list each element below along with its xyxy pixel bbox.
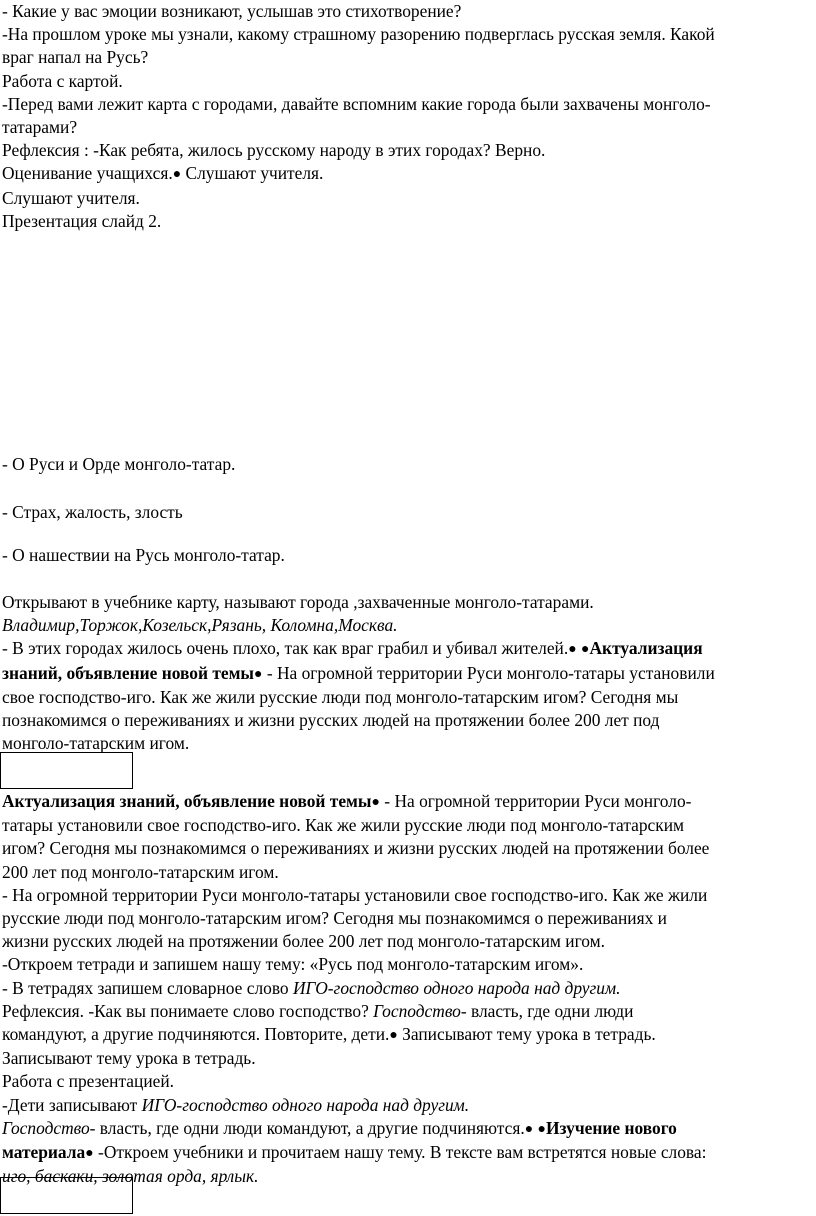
text-line bbox=[2, 977, 814, 1000]
heading-run: Актуализация знаний, объявление новой темы bbox=[2, 791, 372, 811]
text-line: Рефлексия : -Как ребята, жилось русскому народу в этих городах? Верно. bbox=[2, 140, 546, 161]
text-run: -Дети записывают bbox=[2, 1094, 142, 1115]
text-line bbox=[2, 1000, 814, 1023]
lesson-block bbox=[2, 790, 814, 1188]
text-line: свое господство-иго. Как же жили русские люди под монголо-татарским игом? Сегодня мы bbox=[2, 686, 679, 707]
text-line: Работа с презентацией. bbox=[2, 1071, 174, 1092]
text-run: Записывают тему урока в тетрадь. bbox=[397, 1024, 656, 1045]
text-line: Слушают учителя. bbox=[2, 187, 140, 208]
text-line: - О нашествии на Русь монголо-татар. bbox=[2, 545, 285, 565]
bullet-icon: ● bbox=[371, 795, 380, 810]
term-run: Господство bbox=[2, 1117, 90, 1138]
text-run: - В тетрадях запишем словарное слово bbox=[2, 977, 293, 998]
answer-2 bbox=[2, 501, 814, 524]
text-line: татарами? bbox=[2, 117, 78, 138]
heading-run: Актуализация bbox=[589, 638, 703, 659]
bullet-icon: ● bbox=[581, 642, 590, 658]
bullet-icon: ● bbox=[568, 642, 577, 658]
text-line: -Перед вами лежит карта с городами, давайте вспомним какие города были захвачены монголо- bbox=[2, 93, 711, 114]
text-line bbox=[2, 1094, 814, 1117]
text-line: монголо-татарским игом. bbox=[2, 733, 190, 754]
heading-run: материала bbox=[2, 1142, 86, 1163]
map-block bbox=[2, 591, 814, 755]
empty-table-cell bbox=[0, 752, 133, 789]
bullet-icon: ● bbox=[172, 167, 182, 183]
cities-line: Владимир,Торжок,Козельск,Рязань, Коломна,Москва. bbox=[2, 615, 398, 636]
text-line: 200 лет под монголо-татарским игом. bbox=[2, 861, 279, 882]
text-run: Слушают учителя. bbox=[181, 163, 324, 184]
text-run: -Откроем учебники и прочитаем нашу тему. В тексте вам встретятся новые слова: bbox=[93, 1142, 707, 1163]
text-line: - Какие у вас эмоции возникают, услышав это стихотворение? bbox=[2, 1, 462, 21]
heading-run: Изучение нового bbox=[545, 1117, 677, 1138]
text-run: - власть, где одни люди bbox=[460, 1000, 634, 1021]
text-line: Записывают тему урока в тетрадь. bbox=[2, 1048, 256, 1069]
text-line: - О Руси и Орде монголо-татар. bbox=[2, 454, 236, 474]
text-line: Открывают в учебнике карту, называют города ,захваченные монголо-татарами. bbox=[2, 592, 594, 612]
text-line: игом? Сегодня мы познакомимся о переживаниях и жизни русских людей на протяжении более bbox=[2, 838, 710, 859]
text-line bbox=[2, 662, 814, 686]
text-line bbox=[2, 162, 814, 186]
text-line: Работа с картой. bbox=[2, 70, 123, 91]
text-line: -На прошлом уроке мы узнали, какому страшному разорению подверглась русская земля. Какой bbox=[2, 24, 715, 45]
empty-table-cell bbox=[0, 1177, 133, 1214]
text-line: -Откроем тетради и запишем нашу тему: «Русь под монголо-татарским игом». bbox=[2, 954, 584, 975]
text-run: командуют, а другие подчиняются. Повторите, дети. bbox=[2, 1024, 390, 1045]
text-line bbox=[2, 1141, 814, 1165]
text-line: - Страх, жалость, злость bbox=[2, 502, 183, 522]
bullet-icon: ● bbox=[389, 1028, 398, 1044]
text-line: Презентация слайд 2. bbox=[2, 210, 162, 231]
term-run: Господство bbox=[373, 1000, 461, 1021]
heading-run: знаний, объявление новой темы bbox=[2, 662, 255, 683]
answer-1 bbox=[2, 453, 814, 476]
text-run: Рефлексия. -Как вы понимаете слово господство? bbox=[2, 1000, 374, 1021]
text-run: - В этих городах жилось очень плохо, так как враг грабил и убивал жителей. bbox=[2, 638, 569, 659]
text-line: татары установили свое господство-иго. Как же жили русские люди под монголо-татарским bbox=[2, 815, 685, 836]
bullet-icon: ● bbox=[537, 1121, 546, 1137]
text-run: - На огромной территории Руси монголо-татары установили bbox=[262, 662, 715, 683]
bullet-icon: ● bbox=[254, 666, 263, 682]
text-line: русские люди под монголо-татарским игом? Сегодня мы познакомимся о переживаниях и bbox=[2, 908, 667, 929]
text-line bbox=[2, 1117, 814, 1141]
text-line bbox=[2, 790, 814, 814]
text-line bbox=[2, 1023, 814, 1047]
definition-run: ИГО-господство одного народа над другим. bbox=[292, 977, 621, 998]
definition-run: ИГО-господство одного народа над другим. bbox=[141, 1094, 470, 1115]
answer-3 bbox=[2, 544, 814, 567]
text-line: - На огромной территории Руси монголо-татары установили свое господство-иго. Как же жили bbox=[2, 884, 708, 905]
new-words-line: иго, баскаки, золотая орда, ярлык. bbox=[2, 1166, 259, 1187]
text-run: - власть, где одни люди командуют, а другие подчиняются. bbox=[89, 1117, 525, 1138]
text-run: Оценивание учащихся. bbox=[2, 163, 173, 184]
bullet-icon: ● bbox=[524, 1121, 534, 1137]
text-line: жизни русских людей на протяжении более 200 лет под монголо-татарским игом. bbox=[2, 931, 605, 952]
intro-block bbox=[2, 0, 814, 233]
text-line: враг напал на Русь? bbox=[2, 47, 149, 68]
text-line bbox=[2, 637, 814, 661]
text-line: познакомимся о переживаниях и жизни русских людей на протяжении более 200 лет под bbox=[2, 710, 660, 731]
bullet-icon: ● bbox=[85, 1146, 94, 1162]
text-run: - На огромной территории Руси монголо- bbox=[379, 791, 692, 811]
